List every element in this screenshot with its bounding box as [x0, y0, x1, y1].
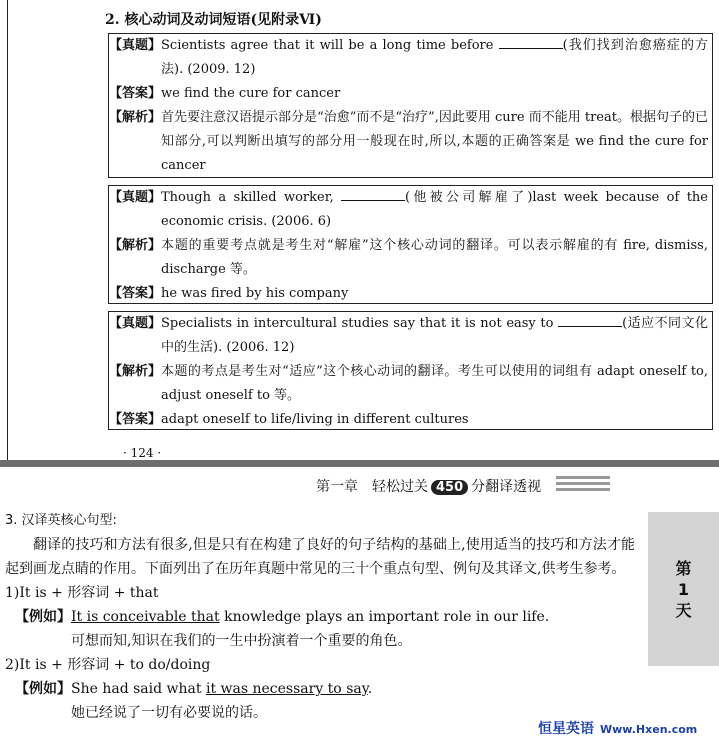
chapter-label: 第一章 — [316, 479, 358, 495]
header-title-b: 分翻译透视 — [471, 479, 542, 495]
page-divider — [0, 460, 719, 467]
page-number: · 124 · — [123, 446, 162, 460]
example-1: 【例如】It is conceivable that knowledge plays an important role in our life. — [15, 609, 550, 625]
answer-label: 【答案】 — [109, 286, 162, 301]
lower-page-content — [5, 509, 635, 725]
day-side-tab — [648, 512, 719, 666]
chapter-header — [316, 476, 541, 496]
brand-name: 恒星英语 — [538, 721, 594, 737]
day-tab-char: 1 — [677, 579, 690, 599]
header-title-a: 轻松过关 — [372, 479, 428, 495]
header-badge: 450 — [431, 480, 468, 495]
brand-url: Www.Hxen.com — [600, 723, 698, 736]
explanation-label: 【解析】 — [109, 238, 162, 253]
example-label: 【例如】 — [15, 681, 71, 697]
day-tab-char: 第 — [675, 558, 692, 578]
question-text: Specialists in intercultural studies say that it is not easy to (适应不同文化中的生活). (2006. 12) — [161, 312, 708, 360]
example-label: 【例如】 — [15, 609, 71, 625]
explanation-text: 本题的重要考点就是考生对“解雇”这个核心动词的翻译。可以表示解雇的有 fire, dismiss, discharge 等。 — [161, 238, 708, 277]
subsection-heading: 3. 汉译英核心句型: — [5, 513, 117, 528]
explanation-text: 首先要注意汉语提示部分是“治愈”而不是“治疗”,因此要用 cure 而不能用 treat。根据句子的已知部分,可以判断出填写的部分用一般现在时,所以,本题的正确答案是 we find the cure for cancer — [161, 110, 708, 173]
intro-paragraph: 翻译的技巧和方法有很多,但是只有在构建了良好的句子结构的基础上,使用适当的技巧和方法才能起到画龙点睛的作用。下面列出了在历年真题中常见的三十个重点句型、例句及其译文,供考生参考。 — [5, 537, 635, 577]
answer-blank — [341, 186, 405, 201]
question-box-1 — [108, 33, 713, 178]
section-title: 2. 核心动词及动词短语(见附录Ⅵ) — [105, 12, 322, 28]
answer-label: 【答案】 — [109, 86, 162, 101]
answer-label: 【答案】 — [109, 412, 162, 427]
answer-text: we find the cure for cancer — [161, 86, 341, 101]
example-1-translation: 可想而知,知识在我们的一生中扮演着一个重要的角色。 — [71, 633, 412, 649]
answer-blank — [499, 34, 563, 49]
question-row — [109, 34, 708, 82]
answer-row — [109, 282, 708, 306]
answer-row — [109, 408, 708, 432]
day-tab-char: 天 — [675, 600, 692, 620]
explanation-row — [109, 234, 708, 282]
example-2: 【例如】She had said what it was necessary to say. — [15, 681, 373, 697]
explanation-row — [109, 360, 708, 408]
answer-text: adapt oneself to life/living in different cultures — [161, 412, 469, 427]
margin-rule — [7, 0, 8, 460]
question-box-2 — [108, 185, 713, 304]
question-text: Though a skilled worker, (他被公司解雇了)last week because of the economic crisis. (2006. 6) — [161, 186, 708, 234]
question-row — [109, 312, 708, 360]
question-box-3 — [108, 311, 713, 430]
explanation-label: 【解析】 — [109, 364, 162, 379]
answer-blank — [558, 312, 622, 327]
question-label: 【真题】 — [109, 38, 162, 53]
header-decoration-bars — [556, 476, 610, 494]
answer-row — [109, 82, 708, 106]
example-underline: It is conceivable that — [71, 609, 220, 625]
example-2-translation: 她已经说了一切有必要说的话。 — [71, 705, 267, 721]
pattern-2-title: 2)It is + 形容词 + to do/doing — [5, 657, 211, 673]
pattern-1-title: 1)It is + 形容词 + that — [5, 585, 159, 601]
question-text: Scientists agree that it will be a long time before (我们找到治愈癌症的方法). (2009. 12) — [161, 34, 708, 82]
answer-text: he was fired by his company — [161, 286, 349, 301]
question-label: 【真题】 — [109, 316, 162, 331]
explanation-row — [109, 106, 708, 178]
question-label: 【真题】 — [109, 190, 162, 205]
example-underline: it was necessary to say — [205, 681, 368, 697]
explanation-text: 本题的考点是考生对“适应”这个核心动词的翻译。考生可以使用的词组有 adapt oneself to, adjust oneself to 等。 — [161, 364, 708, 403]
explanation-label: 【解析】 — [109, 110, 162, 125]
question-row — [109, 186, 708, 234]
watermark-logo — [538, 718, 697, 738]
